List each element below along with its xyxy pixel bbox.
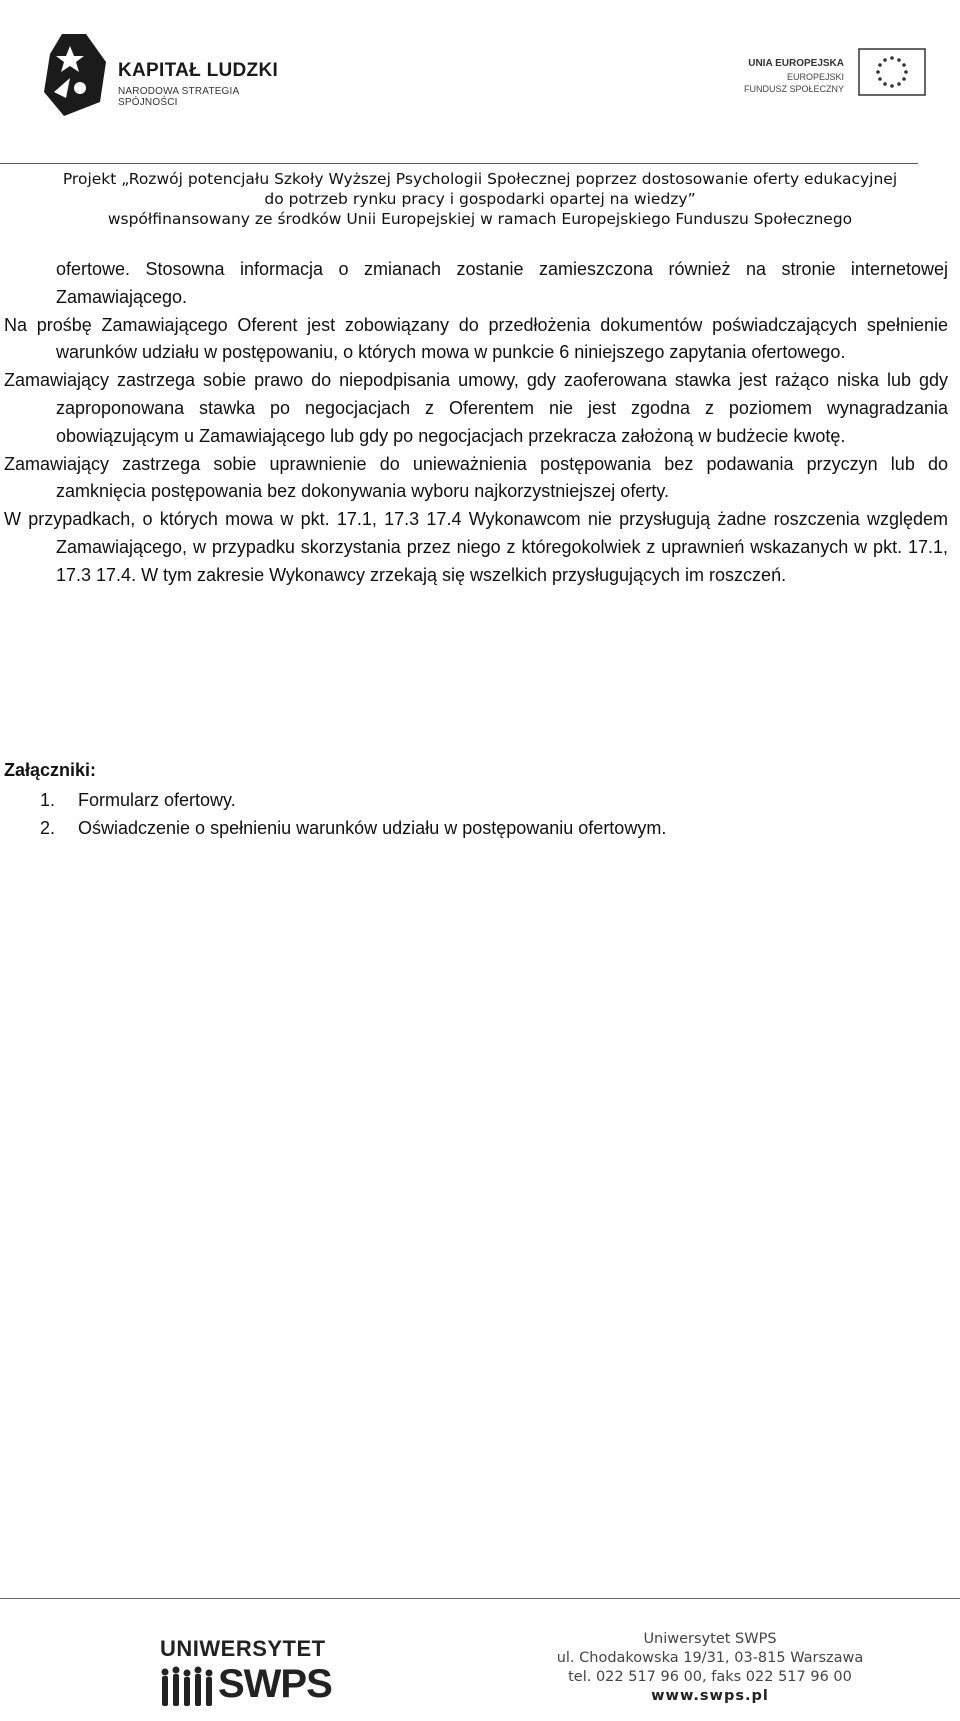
section-17-5 [0, 506, 948, 589]
footer-address-line-2: ul. Chodakowska 19/31, 03-815 Warszawa [556, 1650, 864, 1666]
project-line-3: współfinansowany ze środków Unii Europejskiej w ramach Europejskiego Funduszu Społecznego [107, 210, 853, 228]
section-text: Zamawiający zastrzega sobie uprawnienie do unieważnienia postępowania bez podawania przyczyn lub do zamknięcia postępowania bez dokonywania wyboru najkorzystniejszej oferty. [4, 453, 948, 502]
kapital-ludzki-name: KAPITAŁ LUDZKI [118, 60, 279, 81]
project-description [0, 169, 960, 229]
section-text: W przypadkach, o których mowa w pkt. 17.1, 17.3 17.4 Wykonawcom nie przysługują żadne roszczenia względem Zamawiającego, w przypadku skorzystania przez niego z któregokolwiek z uprawnień wskazanych w pkt. 17.1, 17.3 17.4. W tym zakresie Wykonawcy zrzekają się wszelkich przysługujących im roszczeń. [4, 509, 948, 585]
footer-address [540, 1630, 880, 1706]
section-text: Zamawiający zastrzega sobie prawo do niepodpisania umowy, gdy zaoferowana stawka jest rażąco niska lub gdy zaproponowana stawka po negocjacjach z Oferentem nie jest zgodna z poziomem wynagradzania obowiązującym u Zamawiającego lub gdy po negocjacjach przekracza założoną w budżecie kwotę. [4, 370, 948, 446]
attachments-heading: Załączniki: [4, 760, 97, 780]
section-17-2 [0, 312, 948, 368]
section-text: Na prośbę Zamawiającego Oferent jest zobowiązany do przedłożenia dokumentów poświadczających spełnienie warunków udziału w postępowaniu, o których mowa w punkcie 6 niniejszego zapytania ofertowego. [4, 314, 948, 363]
swps-logo-word1: UNIWERSYTET [160, 1636, 326, 1661]
header-divider [0, 163, 918, 164]
list-item [40, 786, 666, 814]
eu-logo-line2: EUROPEJSKI [786, 72, 844, 82]
eu-flag-icon [858, 48, 926, 96]
continuation-paragraph: ofertowe. Stosowna informacja o zmianach zostanie zamieszczona również na stronie internetowej Zamawiającego. [56, 259, 948, 307]
swps-logo-word2: SWPS [218, 1662, 332, 1706]
kapital-ludzki-logo [40, 32, 300, 122]
kapital-ludzki-subtitle: NARODOWA STRATEGIA SPÓJNOŚCI [118, 86, 239, 108]
kapital-ludzki-emblem-icon [40, 32, 110, 117]
list-item-text: Oświadczenie o spełnieniu warunków udziału w postępowaniu ofertowym. [78, 818, 667, 838]
footer-divider [0, 1598, 960, 1599]
eu-logo [736, 48, 926, 104]
project-line-2: do potrzeb rynku pracy i gospodarki opartej na wiedzy” [264, 190, 696, 208]
section-17-3 [0, 367, 948, 450]
footer-address-line-3: tel. 022 517 96 00, faks 022 517 96 00 [568, 1669, 852, 1685]
attachments-list [40, 786, 666, 842]
eu-logo-line1: UNIA EUROPEJSKA [748, 58, 844, 69]
footer-address-line-1: Uniwersytet SWPS [643, 1631, 777, 1647]
eu-logo-line3: FUNDUSZ SPOŁECZNY [743, 84, 844, 94]
list-item-number: 2. [40, 818, 56, 838]
section-17-4 [0, 451, 948, 507]
people-silhouettes-icon [158, 1664, 216, 1710]
list-item-number: 1. [40, 790, 56, 810]
footer-website-link[interactable]: www.swps.pl [651, 1688, 769, 1704]
list-item [40, 814, 666, 842]
project-line-1: Projekt „Rozwój potencjału Szkoły Wyższej Psychologii Społecznej poprzez dostosowanie oferty edukacyjnej [62, 170, 898, 188]
swps-logo [158, 1636, 368, 1714]
list-item-text: Formularz ofertowy. [78, 790, 236, 810]
document-body [0, 256, 948, 590]
